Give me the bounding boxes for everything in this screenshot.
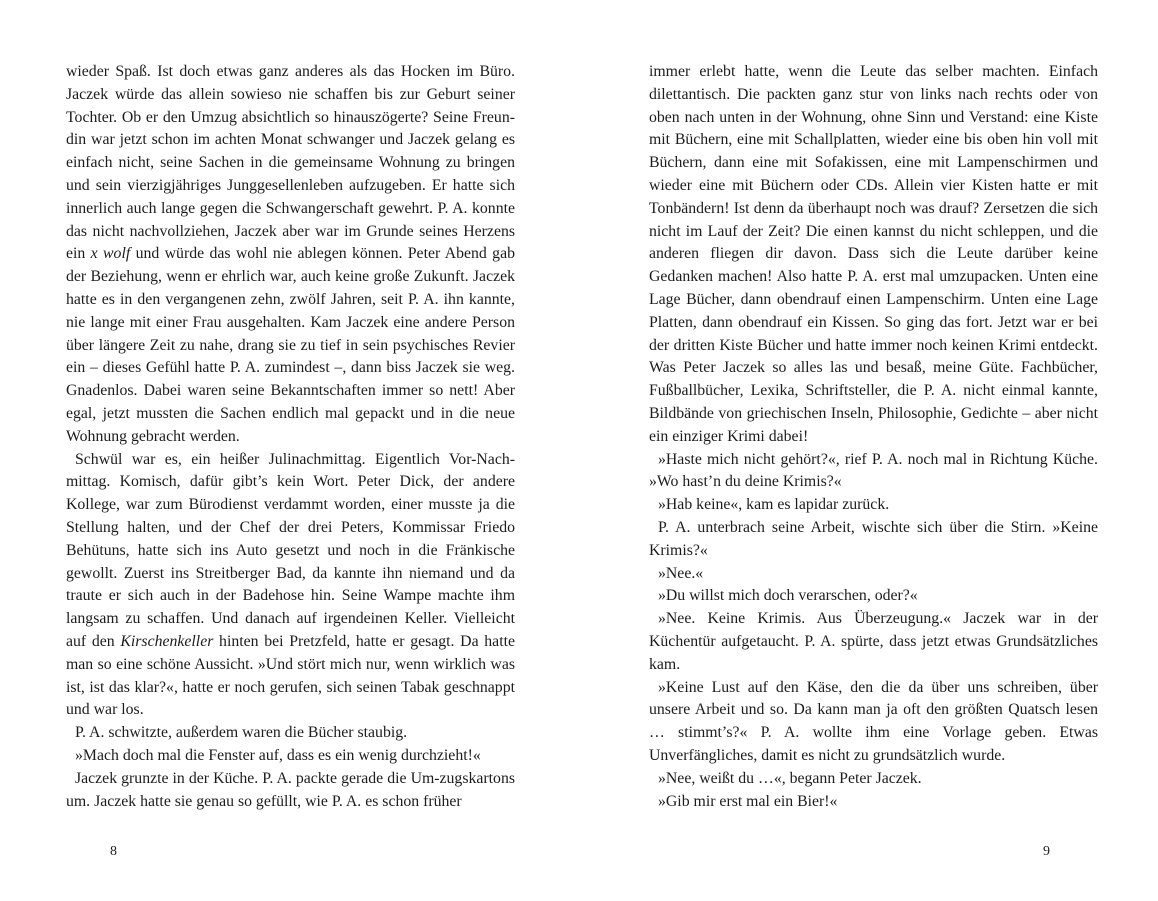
paragraph [649,449,1098,495]
text-run: wieder Spaß. Ist doch etwas ganz anderes als das Hocken im Büro. Jaczek würde das allein sowieso nie schaffen bis zur Geburt seiner Tochter. Ob er den Umzug absichtlich so hinauszögerte? Seine Freundin war jetzt schon im achten Monat schwanger und Jaczek gelang es einfach nicht, seine Sachen in die gemeinsame Wohnung zu bringen und sein vierzigjähriges Junggesellenleben aufzugeben. Er hatte sich innerlich auch lange gegen die Schwangerschaft gewehrt. P. A. konnte das nicht nachvollziehen, Jaczek aber war im Grunde seines Herzens ein [66,63,515,263]
paragraph [649,563,1098,586]
text-run: »Mach doch mal die Fenster auf, dass es ein wenig durchzieht!« [75,746,481,764]
paragraph [649,494,1098,517]
paragraph [649,608,1098,676]
text-run: »Nee. Keine Krimis. Aus Überzeugung.« Jaczek war in der Küchentür aufgetaucht. P. A. spürte, dass jetzt etwas Grundsätzliches kam. [649,610,1098,673]
text-run: und würde das wohl nie ablegen können. Peter Abend gab der Beziehung, wenn er ehrlich war, auch keine große Zukunft. Jaczek hatte es in den vergangenen zehn, zwölf Jahren, seit P. A. ihn kannte, nie lange mit einer Frau ausgehalten. Kam Jaczek eine andere Person über längere Zeit zu nahe, drang sie zu tief in sein psychisches Revier ein – dieses Gefühl hatte P. A. zumindest –, dann biss Jaczek sie weg. Gnadenlos. Dabei waren seine Bekanntschaften immer so nett! Aber egal, jetzt mussten die Sachen endlich mal gepackt und in die neue Wohnung gebracht werden. [66,245,515,445]
left-page-text [66,61,515,813]
italic-text: x wolf [90,245,131,263]
paragraph [66,61,515,449]
paragraph [66,768,515,814]
text-run: P. A. schwitzte, außerdem waren die Bücher staubig. [75,724,408,742]
paragraph [66,745,515,768]
right-page-text [649,61,1098,813]
text-run: P. A. unterbrach seine Arbeit, wischte sich über die Stirn. »Keine Krimis?« [649,518,1098,559]
text-run: immer erlebt hatte, wenn die Leute das selber machten. Einfach dilettantisch. Die packten ganz stur von links nach rechts oder von oben nach unten in der Wohnung, ohne Sinn und Verstand: eine Kiste mit Büchern, eine mit Schallplatten, wieder eine bis oben hin voll mit Büchern, dann eine mit Sofakissen, eine mit Lampenschirmen und wieder eine mit Büchern oder CDs. Allein vier Kisten hatte er mit Tonbändern! Ist denn da überhaupt noch was drauf? Zersetzen die sich nicht im Lauf der Zeit? Die einen kannst du nicht schleppen, und die anderen fliegen dir davon. Dass sich die Leute darüber keine Gedanken machen! Also hatte P. A. erst mal umzupacken. Unten eine Lage Bücher, dann obendrauf einen Lampenschirm. Unten eine Lage Platten, dann obendrauf ein Kissen. So ging das fort. Jetzt war er bei der dritten Kiste Bücher und hatte immer noch keinen Krimi entdeckt. Was Peter Jaczek so alles las und besaß, meine Güte. Fachbücher, Fußballbücher, Lexika, Schriftsteller, die P. A. nicht einmal kannte, Bildbände von griechischen Inseln, Philosophie, Gedichte – aber nicht ein einziger Krimi dabei! [649,63,1098,445]
paragraph [66,722,515,745]
paragraph [649,517,1098,563]
text-run: »Keine Lust auf den Käse, den die da über uns schreiben, über unsere Arbeit und so. Da kann man ja oft den größten Quatsch lesen … stimmt’s?« P. A. wollte ihm eine Vorlage geben. Etwas Unverfängliches, damit es nicht zu grundsätzlich wurde. [649,678,1098,764]
paragraph [66,449,515,723]
text-run: »Haste mich nicht gehört?«, rief P. A. noch mal in Richtung Küche. »Wo hast’n du deine Krimis?« [649,450,1098,491]
italic-text: Kirschenkeller [120,632,214,650]
page-number-right: 9 [1043,844,1050,859]
text-run: hinten bei Pretzfeld, hatte er gesagt. Da hatte man so eine schöne Aussicht. »Und stört mich nur, wenn wirklich was ist, ist das klar?«, hatte er noch gerufen, sich seinen Tabak geschnappt und war los. [66,632,515,719]
text-run: »Nee, weißt du …«, begann Peter Jaczek. [658,769,922,787]
paragraph [649,677,1098,768]
text-run: »Du willst mich doch verarschen, oder?« [658,587,918,605]
text-run: »Hab keine«, kam es lapidar zurück. [658,496,890,514]
paragraph [649,791,1098,814]
paragraph [649,585,1098,608]
paragraph [649,768,1098,791]
text-run: Schwül war es, ein heißer Julinachmittag. Eigentlich Vor-Nachmittag. Komisch, dafür gibt’s kein Wort. Peter Dick, der andere Kollege, war zum Bürodienst verdammt worden, einer musste ja die Stellung halten, und der Chef der drei Peters, Kommissar Friedo Behütuns, hatte sich ins Auto gesetzt und noch in die Fränkische gewollt. Zuerst ins Streitberger Bad, da kannte ihn niemand und da traute er sich auch in der Badehose hin. Seine Wampe machte ihm langsam zu schaffen. Und danach auf irgendeinen Keller. Vielleicht auf den [66,450,515,650]
page-number-left: 8 [110,844,117,859]
paragraph [649,61,1098,449]
text-run: »Gib mir erst mal ein Bier!« [658,792,838,810]
text-run: »Nee.« [658,564,704,582]
text-run: Jaczek grunzte in der Küche. P. A. packte gerade die Um-zugskartons um. Jaczek hatte sie genau so gefüllt, wie P. A. es schon früher [66,769,515,810]
